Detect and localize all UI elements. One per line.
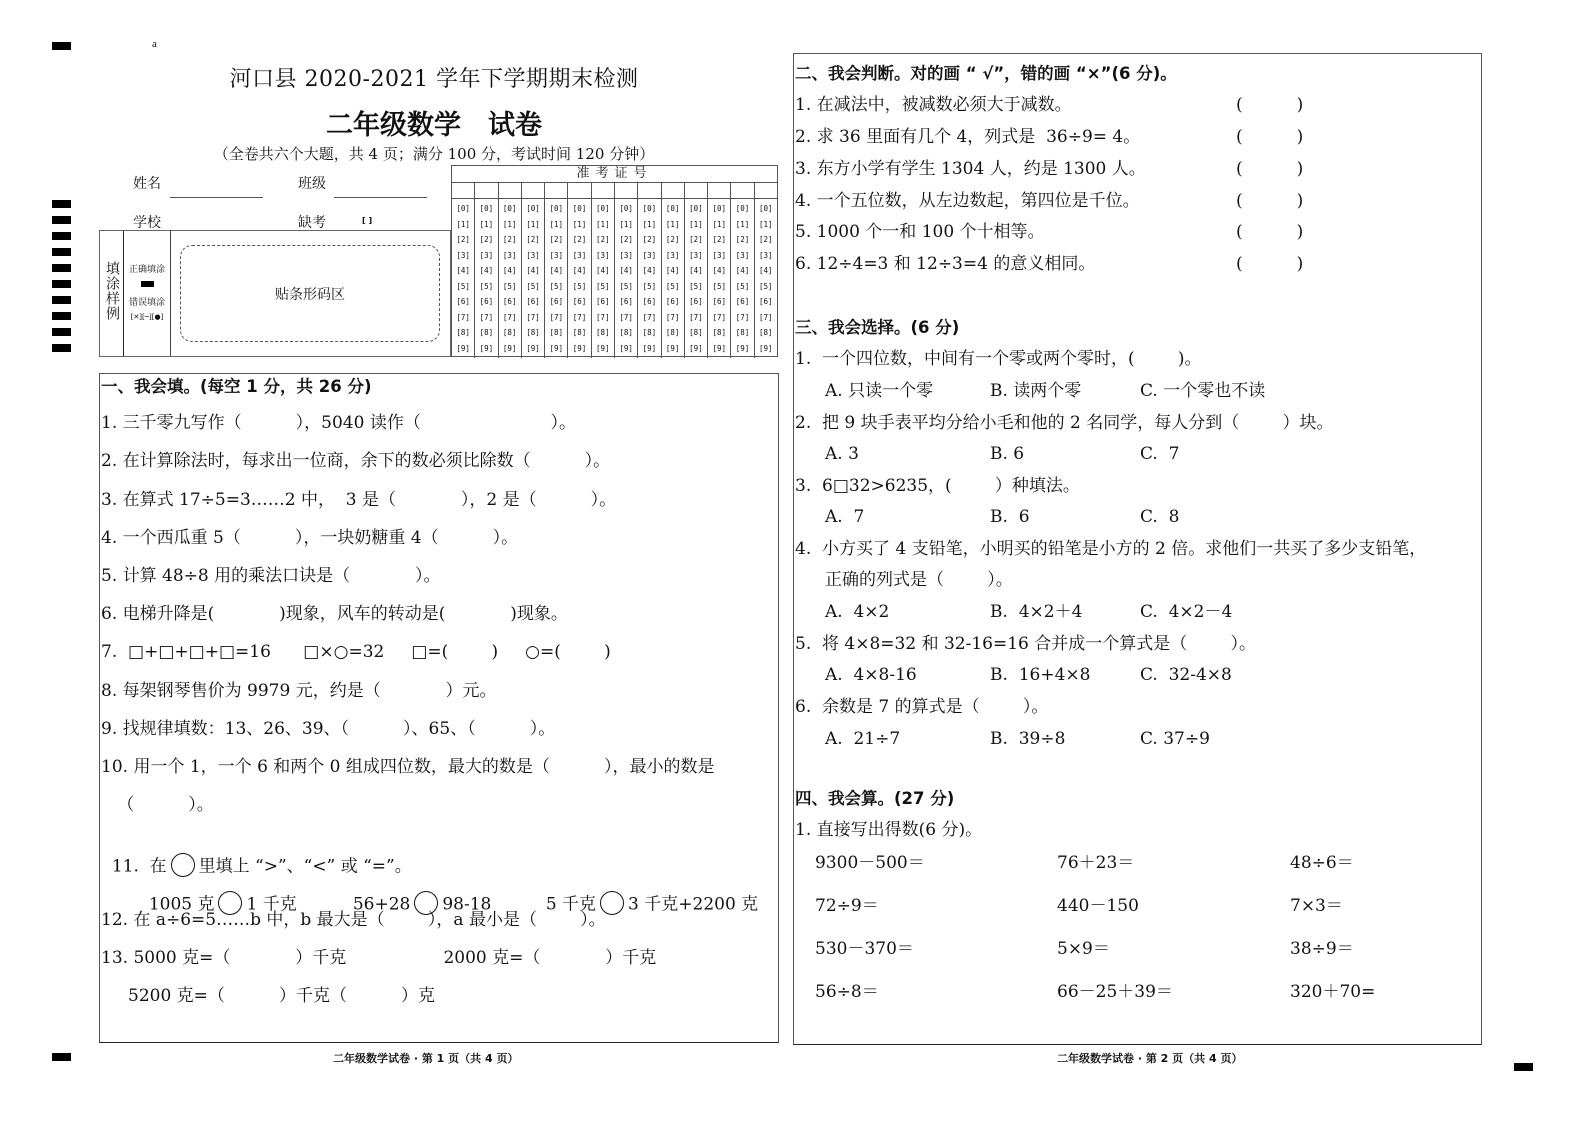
exam-id-bubble[interactable]: [2] xyxy=(619,235,633,245)
exam-id-bubble[interactable]: [5] xyxy=(572,281,587,291)
exam-id-bubble[interactable]: [2] xyxy=(572,235,587,245)
s1-q1: 1. 三千零九写作（ ），5040 读作（ ）。 xyxy=(101,413,577,433)
exam-id-bubble[interactable]: [3] xyxy=(502,250,517,260)
exam-id-column xyxy=(545,199,568,358)
s1-q2: 2. 在计算除法时，每求出一位商，余下的数必须比除数（ ）。 xyxy=(101,451,611,471)
calc-item[interactable]: 320＋70= xyxy=(1290,982,1376,1002)
exam-id-column xyxy=(708,199,731,358)
timing-mark xyxy=(52,200,71,208)
calc-item[interactable]: 530－370＝ xyxy=(815,939,914,959)
exam-id-bubble[interactable]: [0] xyxy=(526,204,540,214)
exam-id-bubble[interactable]: [0] xyxy=(665,204,680,214)
exam-id-bubble[interactable]: [0] xyxy=(689,204,703,214)
exam-id-bubble[interactable]: [5] xyxy=(689,281,703,291)
choice-question: 4. 小方买了 4 支铅笔，小明买的铅笔是小方的 2 倍。求他们一共买了多少支铅笔， xyxy=(795,539,1427,559)
exam-id-bubble[interactable]: [8] xyxy=(689,328,703,338)
exam-id-bubbles xyxy=(452,199,777,358)
choice-option[interactable]: B. 6 xyxy=(990,507,1030,527)
exam-id-column xyxy=(592,199,615,358)
judge-answer-blank[interactable]: ( ) xyxy=(1236,127,1304,147)
exam-id-bubble[interactable]: [0] xyxy=(735,204,750,214)
exam-id-bubble[interactable]: [3] xyxy=(689,250,703,260)
exam-id-column xyxy=(568,199,591,358)
exam-title: 河口县 2020-2021 学年下学期期末检测 xyxy=(229,67,639,92)
exam-id-bubble[interactable]: [2] xyxy=(526,235,540,245)
exam-id-bubble[interactable]: [5] xyxy=(456,281,470,291)
exam-id-bubble[interactable]: [0] xyxy=(479,204,494,214)
exam-id-bubble[interactable]: [8] xyxy=(759,328,773,338)
exam-id-bubble[interactable]: [0] xyxy=(642,204,657,214)
exam-id-column xyxy=(685,199,708,358)
exam-id-bubble[interactable]: [0] xyxy=(572,204,587,214)
timing-mark xyxy=(52,344,71,352)
choice-option[interactable]: C. 32-4×8 xyxy=(1140,665,1232,685)
school-label: 学校 xyxy=(133,215,161,231)
exam-id-bubble[interactable]: [3] xyxy=(596,250,610,260)
choice-question: 5. 将 4×8=32 和 32-16=16 合并成一个算式是（ ）。 xyxy=(795,634,1257,654)
choice-question-cont: 正确的列式是（ ）。 xyxy=(825,570,1013,590)
calc-item[interactable]: 48÷6＝ xyxy=(1290,853,1354,873)
s1-q8: 8. 每架钢琴售价为 9979 元，约是（ ）元。 xyxy=(101,681,497,701)
exam-id-bubble[interactable]: [5] xyxy=(619,281,633,291)
exam-id-bubble[interactable]: [7] xyxy=(619,312,633,322)
exam-id-bubble[interactable]: [3] xyxy=(665,250,680,260)
exam-id-column xyxy=(499,199,522,358)
exam-id-bubble[interactable]: [6] xyxy=(642,297,657,307)
exam-id-bubble[interactable]: [4] xyxy=(665,266,680,276)
exam-id-bubble[interactable]: [8] xyxy=(735,328,750,338)
exam-id-bubble[interactable]: [2] xyxy=(665,235,680,245)
exam-id-column xyxy=(638,199,661,358)
correct-fill-label: 正确填涂 xyxy=(128,265,165,275)
fill-example-box xyxy=(99,230,451,357)
judge-item: 5. 1000 个一和 100 个十相等。 xyxy=(795,222,1045,242)
exam-id-bubble[interactable]: [7] xyxy=(642,312,657,322)
calc-item[interactable]: 72÷9＝ xyxy=(815,896,879,916)
exam-id-bubble[interactable]: [2] xyxy=(502,235,517,245)
exam-id-bubble[interactable]: [7] xyxy=(665,312,680,322)
name-field[interactable] xyxy=(170,197,263,198)
exam-id-bubble[interactable]: [9] xyxy=(689,343,703,353)
exam-id-bubble[interactable]: [4] xyxy=(572,266,587,276)
exam-id-bubble[interactable]: [1] xyxy=(759,219,773,229)
s1-q13: 13. 5000 克=（ ）千克 2000 克=（ ）千克 xyxy=(101,948,657,968)
exam-id-write-cell[interactable] xyxy=(452,183,475,198)
exam-id-bubble[interactable]: [4] xyxy=(642,266,657,276)
exam-id-bubble[interactable]: [3] xyxy=(735,250,750,260)
exam-id-bubble[interactable]: [8] xyxy=(596,328,610,338)
exam-id-bubble[interactable]: [9] xyxy=(665,343,680,353)
exam-id-bubble[interactable]: [1] xyxy=(549,219,564,229)
exam-id-bubble[interactable]: [5] xyxy=(549,281,564,291)
exam-id-column xyxy=(475,199,498,358)
section-4-subheading: 1. 直接写出得数(6 分)。 xyxy=(795,820,983,840)
exam-id-write-cell[interactable] xyxy=(662,183,685,198)
wrong-fill-label: 错误填涂 xyxy=(128,298,165,308)
exam-id-bubble[interactable]: [8] xyxy=(665,328,680,338)
choice-question: 2. 把 9 块手表平均分给小毛和他的 2 名同学，每人分到（ ）块。 xyxy=(795,413,1334,433)
exam-id-bubble[interactable]: [6] xyxy=(735,297,750,307)
exam-id-bubble[interactable]: [6] xyxy=(619,297,633,307)
exam-id-bubble[interactable]: [6] xyxy=(502,297,517,307)
judge-item: 2. 求 36 里面有几个 4，列式是 36÷9= 4。 xyxy=(795,127,1141,147)
exam-id-bubble[interactable]: [1] xyxy=(689,219,703,229)
exam-id-bubble[interactable]: [4] xyxy=(502,266,517,276)
exam-id-write-cell[interactable] xyxy=(522,183,545,198)
registration-mark-top-left xyxy=(52,42,71,50)
calc-item[interactable]: 38÷9＝ xyxy=(1290,939,1354,959)
class-field[interactable] xyxy=(334,197,427,198)
exam-id-bubble[interactable]: [8] xyxy=(549,328,564,338)
timing-mark xyxy=(52,312,71,320)
s1-q13-cont: 5200 克=（ ）千克（ ）克 xyxy=(101,986,436,1006)
s1-q10: 10. 用一个 1，一个 6 和两个 0 组成四位数，最大的数是（ ），最小的数是 xyxy=(101,757,715,777)
exam-id-column xyxy=(522,199,545,358)
exam-id-bubble[interactable]: [6] xyxy=(549,297,564,307)
absent-label: 缺考 xyxy=(298,215,326,231)
exam-id-write-cell[interactable] xyxy=(731,183,754,198)
exam-id-bubble[interactable]: [1] xyxy=(596,219,610,229)
judge-item: 1. 在减法中，被减数必须大于减数。 xyxy=(795,95,1072,115)
exam-id-bubble[interactable]: [5] xyxy=(712,281,726,291)
exam-id-bubble[interactable]: [1] xyxy=(642,219,657,229)
exam-id-bubble[interactable]: [4] xyxy=(549,266,564,276)
exam-id-bubble[interactable]: [2] xyxy=(759,235,773,245)
exam-id-bubble[interactable]: [6] xyxy=(572,297,587,307)
section-1-heading: 一、我会填。(每空 1 分，共 26 分) xyxy=(101,377,372,396)
page-1-footer: 二年级数学试卷 · 第 1 页（共 4 页） xyxy=(333,1052,519,1065)
exam-id-bubble[interactable]: [7] xyxy=(689,312,703,322)
choice-option[interactable]: B. 6 xyxy=(990,444,1025,464)
exam-id-write-cell[interactable] xyxy=(592,183,615,198)
calc-item[interactable]: 440－150 xyxy=(1057,896,1139,916)
choice-question: 3. 6□32>6235，( ）种填法。 xyxy=(795,476,1080,496)
exam-subtitle: 二年级数学 试卷 xyxy=(326,110,542,141)
exam-id-bubble[interactable]: [5] xyxy=(502,281,517,291)
exam-id-bubble[interactable]: [9] xyxy=(479,343,494,353)
exam-id-bubble[interactable]: [3] xyxy=(549,250,564,260)
timing-mark xyxy=(52,248,71,256)
barcode-area xyxy=(180,245,440,342)
exam-id-write-cell[interactable] xyxy=(545,183,568,198)
s1-q10-cont: （ ）。 xyxy=(101,795,214,815)
calc-item[interactable]: 66－25＋39＝ xyxy=(1057,982,1173,1002)
registration-mark-bottom-right xyxy=(1514,1063,1533,1071)
exam-id-bubble[interactable]: [8] xyxy=(502,328,517,338)
exam-id-bubble[interactable]: [5] xyxy=(526,281,540,291)
name-label: 姓名 xyxy=(133,176,161,192)
exam-id-bubble[interactable]: [4] xyxy=(689,266,703,276)
choice-option[interactable]: C. 37÷9 xyxy=(1140,729,1210,749)
exam-id-bubble[interactable]: [7] xyxy=(596,312,610,322)
exam-id-bubble[interactable]: [1] xyxy=(526,219,540,229)
choice-option[interactable]: C. 4×2－4 xyxy=(1140,602,1233,622)
exam-id-bubble[interactable]: [0] xyxy=(502,204,517,214)
exam-id-bubble[interactable]: [4] xyxy=(759,266,773,276)
section-3-heading: 三、我会选择。(6 分) xyxy=(795,318,960,337)
judge-item: 6. 12÷4=3 和 12÷3=4 的意义相同。 xyxy=(795,254,1096,274)
choice-option[interactable]: B. 39÷8 xyxy=(990,729,1066,749)
exam-id-bubble[interactable]: [5] xyxy=(479,281,494,291)
q11-item-3-left: 5 千克 xyxy=(545,894,597,915)
exam-id-bubble[interactable]: [9] xyxy=(596,343,610,353)
exam-id-bubble[interactable]: [9] xyxy=(759,343,773,353)
exam-id-bubble[interactable]: [6] xyxy=(526,297,540,307)
choice-option[interactable]: A. 4×2 xyxy=(825,602,890,622)
exam-id-bubble[interactable]: [8] xyxy=(642,328,657,338)
exam-id-bubble[interactable]: [7] xyxy=(526,312,540,322)
exam-id-bubble[interactable]: [1] xyxy=(665,219,680,229)
exam-id-bubble[interactable]: [8] xyxy=(572,328,587,338)
exam-id-bubble[interactable]: [6] xyxy=(479,297,494,307)
exam-id-bubble[interactable]: [8] xyxy=(456,328,470,338)
exam-id-bubble[interactable]: [2] xyxy=(549,235,564,245)
exam-id-bubble[interactable]: [9] xyxy=(502,343,517,353)
exam-id-write-cell[interactable] xyxy=(708,183,731,198)
exam-id-bubble[interactable]: [2] xyxy=(689,235,703,245)
timing-mark xyxy=(52,328,71,336)
exam-id-bubble[interactable]: [7] xyxy=(759,312,773,322)
calc-item[interactable]: 7×3＝ xyxy=(1290,896,1343,916)
timing-mark xyxy=(52,264,71,272)
exam-id-bubble[interactable]: [8] xyxy=(479,328,494,338)
exam-id-bubble[interactable]: [0] xyxy=(596,204,610,214)
exam-id-bubble[interactable]: [5] xyxy=(642,281,657,291)
s1-q11-prefix: 11. 在 xyxy=(111,856,167,877)
choice-option[interactable]: B. 读两个零 xyxy=(990,381,1082,401)
calc-item[interactable]: 56÷8＝ xyxy=(815,982,879,1002)
exam-id-bubble[interactable]: [9] xyxy=(619,343,633,353)
exam-id-bubble[interactable]: [6] xyxy=(689,297,703,307)
exam-id-bubble[interactable]: [9] xyxy=(572,343,587,353)
q11-item-2-right: 98-18 xyxy=(442,894,492,915)
exam-id-bubble[interactable]: [3] xyxy=(479,250,494,260)
exam-id-column xyxy=(731,199,754,358)
exam-id-column xyxy=(615,199,638,358)
exam-id-bubble[interactable]: [0] xyxy=(759,204,773,214)
choice-option[interactable]: B. 16+4×8 xyxy=(990,665,1091,685)
exam-id-bubble[interactable]: [6] xyxy=(712,297,726,307)
exam-id-write-cell[interactable] xyxy=(499,183,522,198)
s1-q7: 7. □+□+□+□=16 □×○=32 □=( ) ○=( ) xyxy=(101,642,611,662)
s1-q12: 12. 在 a÷6=5……b 中，b 最大是（ ），a 最小是（ ）。 xyxy=(101,910,606,930)
choice-option[interactable]: A. 3 xyxy=(825,444,859,464)
fill-example-title-text: 填涂样例 xyxy=(104,261,120,321)
choice-option[interactable]: B. 4×2＋4 xyxy=(990,602,1083,622)
s1-q4: 4. 一个西瓜重 5（ ），一块奶糖重 4（ ）。 xyxy=(101,528,519,548)
fill-example-legend xyxy=(124,231,171,356)
page-2-footer: 二年级数学试卷 · 第 2 页（共 4 页） xyxy=(1057,1052,1243,1065)
barcode-area-label: 贴条形码区 xyxy=(275,286,345,303)
corner-label: a xyxy=(152,38,157,50)
exam-id-write-cell[interactable] xyxy=(685,183,708,198)
exam-id-bubble[interactable]: [7] xyxy=(502,312,517,322)
judge-item: 4. 一个五位数，从左边数起，第四位是千位。 xyxy=(795,191,1140,211)
exam-id-bubble[interactable]: [0] xyxy=(456,204,470,214)
exam-id-bubble[interactable]: [4] xyxy=(596,266,610,276)
exam-id-bubble[interactable]: [5] xyxy=(665,281,680,291)
exam-id-bubble[interactable]: [2] xyxy=(479,235,494,245)
calc-item[interactable]: 9300－500＝ xyxy=(815,853,925,873)
exam-id-bubble[interactable]: [8] xyxy=(526,328,540,338)
exam-id-bubble[interactable]: [2] xyxy=(735,235,750,245)
q11-item-1-left: 1005 克 xyxy=(148,894,215,915)
exam-id-bubble[interactable]: [1] xyxy=(735,219,750,229)
timing-mark xyxy=(52,216,71,224)
q11-item-2-left: 56+28 xyxy=(352,894,411,915)
judge-answer-blank[interactable]: ( ) xyxy=(1236,254,1304,274)
s1-q11-suffix: 里填上 “>”、“<” 或 “=”。 xyxy=(198,856,412,877)
exam-id-grid xyxy=(451,165,778,357)
exam-id-column xyxy=(662,199,685,358)
exam-id-bubble[interactable]: [6] xyxy=(665,297,680,307)
exam-id-bubble[interactable]: [3] xyxy=(619,250,633,260)
choice-question: 1. 一个四位数，中间有一个零或两个零时，( )。 xyxy=(795,349,1202,369)
exam-id-bubble[interactable]: [5] xyxy=(735,281,750,291)
registration-mark-bottom-left xyxy=(52,1053,71,1061)
s1-q9: 9. 找规律填数：13、26、39、（ ）、65、（ ）。 xyxy=(101,719,556,739)
judge-answer-blank[interactable]: ( ) xyxy=(1236,159,1304,179)
exam-id-bubble[interactable]: [4] xyxy=(479,266,494,276)
exam-id-write-cell[interactable] xyxy=(638,183,661,198)
exam-id-bubble[interactable]: [0] xyxy=(712,204,726,214)
exam-id-write-cell[interactable] xyxy=(615,183,638,198)
exam-id-bubble[interactable]: [2] xyxy=(456,235,470,245)
exam-id-bubble[interactable]: [6] xyxy=(596,297,610,307)
exam-id-bubble[interactable]: [7] xyxy=(572,312,587,322)
exam-id-bubble[interactable]: [1] xyxy=(619,219,633,229)
exam-id-bubble[interactable]: [9] xyxy=(712,343,726,353)
exam-note: （全卷共六个大题，共 4 页；满分 100 分，考试时间 120 分钟） xyxy=(213,145,655,163)
exam-id-bubble[interactable]: [1] xyxy=(502,219,517,229)
choice-option[interactable]: A. 7 xyxy=(825,507,865,527)
exam-id-bubble[interactable]: [5] xyxy=(759,281,773,291)
exam-id-bubble[interactable]: [3] xyxy=(712,250,726,260)
exam-id-bubble[interactable]: [1] xyxy=(479,219,494,229)
section-1-box xyxy=(99,373,779,1043)
s1-q3: 3. 在算式 17÷5=3……2 中， 3 是（ ），2 是（ ）。 xyxy=(101,490,617,510)
exam-id-bubble[interactable]: [4] xyxy=(526,266,540,276)
choice-option[interactable]: C. 一个零也不读 xyxy=(1140,381,1266,401)
exam-id-column xyxy=(755,199,777,358)
exam-id-bubble[interactable]: [8] xyxy=(712,328,726,338)
exam-id-write-cell[interactable] xyxy=(568,183,591,198)
choice-option[interactable]: A. 21÷7 xyxy=(825,729,901,749)
exam-id-bubble[interactable]: [2] xyxy=(596,235,610,245)
exam-id-bubble[interactable]: [2] xyxy=(712,235,726,245)
exam-id-bubble[interactable]: [7] xyxy=(712,312,726,322)
judge-answer-blank[interactable]: ( ) xyxy=(1236,222,1304,242)
exam-id-bubble[interactable]: [5] xyxy=(596,281,610,291)
choice-option[interactable]: C. 8 xyxy=(1140,507,1180,527)
exam-id-bubble[interactable]: [9] xyxy=(549,343,564,353)
exam-id-bubble[interactable]: [3] xyxy=(526,250,540,260)
exam-id-bubble[interactable]: [1] xyxy=(572,219,587,229)
wrong-fill-marks: [✕][─][●] xyxy=(130,313,164,321)
class-label: 班级 xyxy=(298,176,326,192)
exam-id-bubble[interactable]: [3] xyxy=(759,250,773,260)
s1-q6: 6. 电梯升降是( )现象，风车的转动是( )现象。 xyxy=(101,604,568,624)
exam-id-write-row xyxy=(452,183,777,199)
timing-mark xyxy=(52,232,71,240)
exam-id-label: 准考证号 xyxy=(452,166,777,183)
exam-id-bubble[interactable]: [9] xyxy=(642,343,657,353)
exam-id-bubble[interactable]: [3] xyxy=(456,250,470,260)
exam-id-bubble[interactable]: [1] xyxy=(456,219,470,229)
calc-item[interactable]: 5×9＝ xyxy=(1057,939,1110,959)
exam-id-bubble[interactable]: [1] xyxy=(712,219,726,229)
q11-item-1-right: 1 千克 xyxy=(246,894,297,915)
exam-id-bubble[interactable]: [0] xyxy=(549,204,564,214)
exam-id-bubble[interactable]: [7] xyxy=(479,312,494,322)
choice-option[interactable]: A. 只读一个零 xyxy=(825,381,934,401)
calc-item[interactable]: 76＋23＝ xyxy=(1057,853,1135,873)
exam-id-bubble[interactable]: [9] xyxy=(456,343,470,353)
exam-id-bubble[interactable]: [9] xyxy=(735,343,750,353)
exam-id-bubble[interactable]: [2] xyxy=(642,235,657,245)
q11-item-3-right: 3 千克+2200 克 xyxy=(628,894,759,915)
exam-id-bubble[interactable]: [7] xyxy=(549,312,564,322)
section-2-heading: 二、我会判断。对的画 “ √”，错的画 “×”(6 分)。 xyxy=(795,64,1177,83)
exam-id-write-cell[interactable] xyxy=(755,183,777,198)
exam-id-bubble[interactable]: [4] xyxy=(712,266,726,276)
exam-id-column xyxy=(452,199,475,358)
judge-answer-blank[interactable]: ( ) xyxy=(1236,95,1304,115)
exam-id-bubble[interactable]: [3] xyxy=(572,250,587,260)
choice-option[interactable]: A. 4×8-16 xyxy=(825,665,917,685)
exam-id-bubble[interactable]: [8] xyxy=(619,328,633,338)
exam-id-bubble[interactable]: [4] xyxy=(619,266,633,276)
choice-question: 6. 余数是 7 的算式是（ ）。 xyxy=(795,697,1049,717)
exam-id-bubble[interactable]: [4] xyxy=(735,266,750,276)
section-4-heading: 四、我会算。(27 分) xyxy=(795,789,955,808)
timing-mark xyxy=(52,296,71,304)
s1-q5: 5. 计算 48÷8 用的乘法口诀是（ ）。 xyxy=(101,566,441,586)
absent-checkbox[interactable]: [ ] xyxy=(362,216,373,225)
exam-id-bubble[interactable]: [7] xyxy=(456,312,470,322)
exam-id-bubble[interactable]: [7] xyxy=(735,312,750,322)
timing-mark xyxy=(52,280,71,288)
exam-id-write-cell[interactable] xyxy=(475,183,498,198)
correct-fill-mark-icon xyxy=(141,281,154,287)
exam-id-bubble[interactable]: [6] xyxy=(759,297,773,307)
exam-id-bubble[interactable]: [0] xyxy=(619,204,633,214)
judge-item: 3. 东方小学有学生 1304 人，约是 1300 人。 xyxy=(795,159,1146,179)
fill-example-title xyxy=(100,231,124,356)
choice-option[interactable]: C. 7 xyxy=(1140,444,1180,464)
judge-answer-blank[interactable]: ( ) xyxy=(1236,191,1304,211)
exam-id-bubble[interactable]: [9] xyxy=(526,343,540,353)
exam-id-bubble[interactable]: [6] xyxy=(456,297,470,307)
exam-id-bubble[interactable]: [4] xyxy=(456,266,470,276)
exam-id-bubble[interactable]: [3] xyxy=(642,250,657,260)
